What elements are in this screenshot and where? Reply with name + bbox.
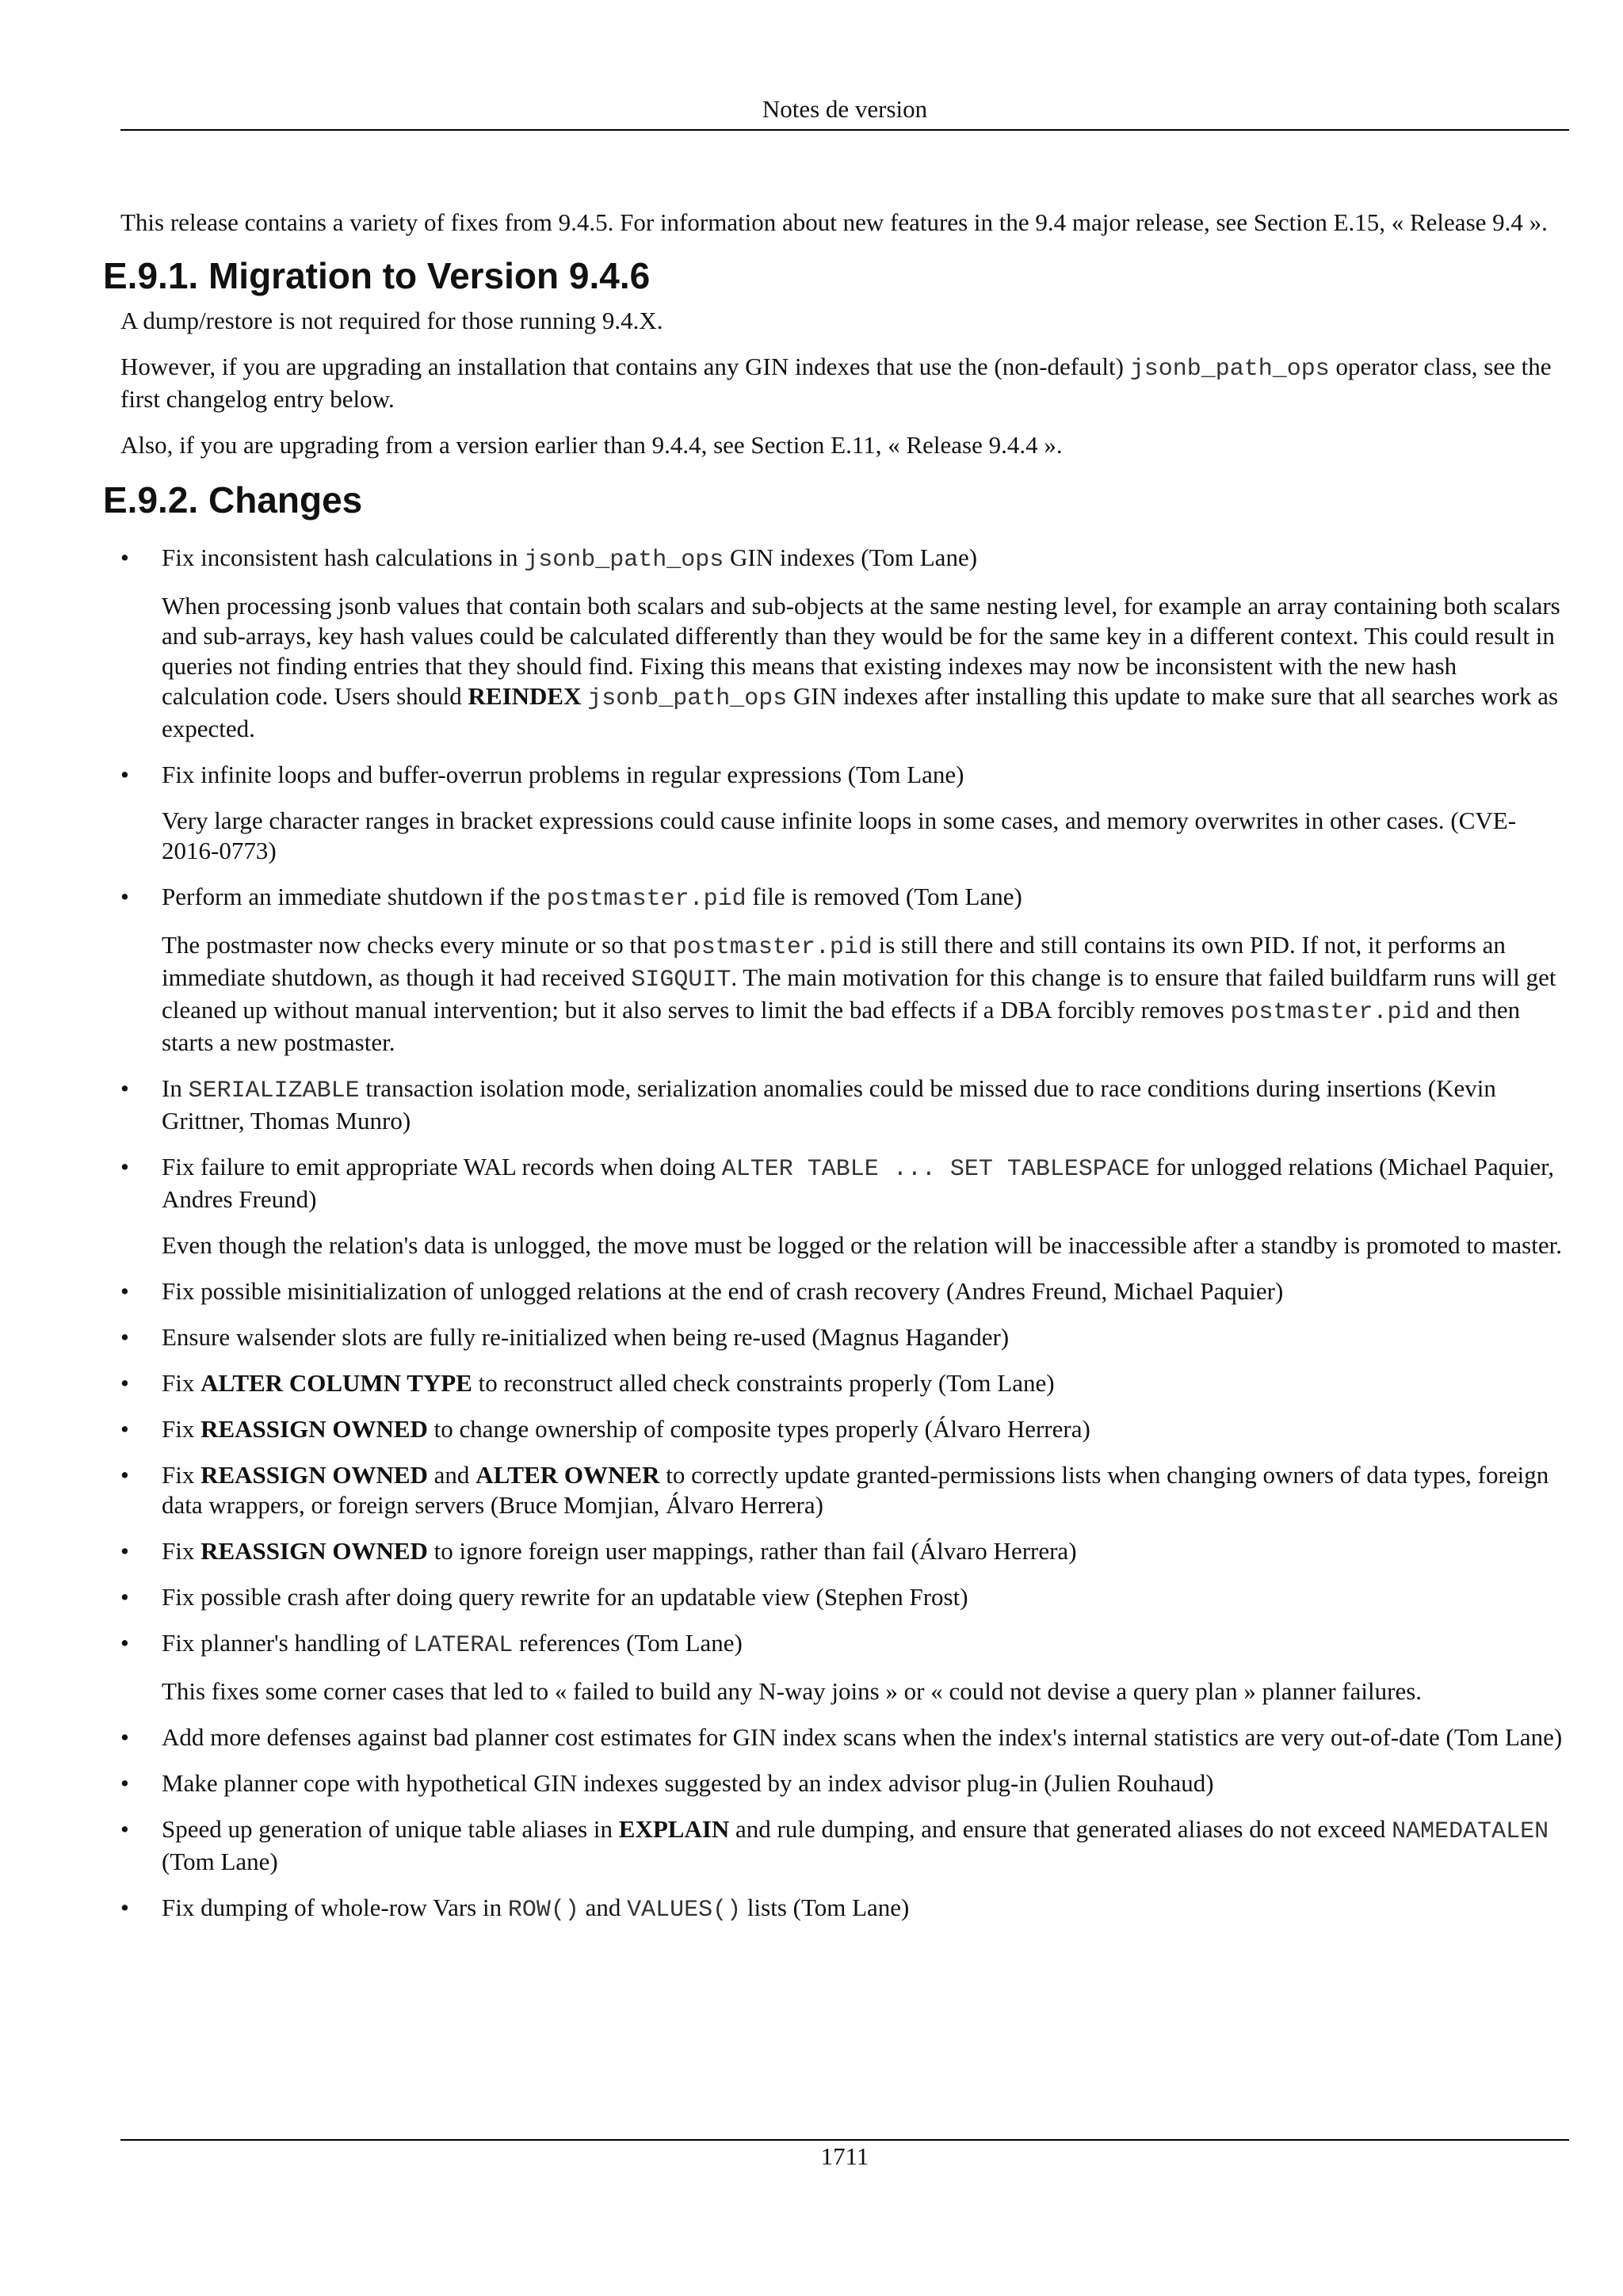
command-name: REASSIGN OWNED bbox=[200, 1537, 428, 1565]
change-detail: Even though the relation's data is unlogged, the move must be logged or the relation will be inaccessible after a standby is promoted to master. bbox=[162, 1231, 1562, 1259]
migration-paragraph-1: A dump/restore is not required for those running 9.4.X. bbox=[120, 307, 663, 334]
change-item bbox=[120, 1368, 1569, 1398]
change-summary bbox=[162, 1152, 1569, 1215]
change-detail: This fixes some corner cases that led to « failed to build any N-way joins » or « could not devise a query plan » planner failures. bbox=[162, 1677, 1423, 1705]
text: Fix bbox=[162, 1369, 201, 1397]
text: lists (Tom Lane) bbox=[741, 1894, 910, 1921]
text: and then starts a new postmaster. bbox=[162, 996, 1521, 1056]
change-summary bbox=[162, 882, 1569, 914]
header-rule bbox=[120, 129, 1569, 131]
change-summary: • Add more defenses against bad planner cost estimates for GIN index scans when the index's internal statistics are very out-of-date (Tom Lane) bbox=[162, 1723, 1563, 1751]
text: and bbox=[427, 1461, 476, 1489]
text: However, if you are upgrading an installation that contains any GIN indexes that use the (non-default) bbox=[120, 353, 1130, 380]
changes-heading: E.9.2. Changes bbox=[103, 479, 363, 521]
change-summary bbox=[162, 1628, 1569, 1661]
change-item bbox=[120, 1722, 1569, 1753]
inline-code: LATERAL bbox=[413, 1632, 514, 1659]
change-summary bbox=[162, 1074, 1569, 1136]
text: to ignore foreign user mappings, rather than fail (Álvaro Herrera) bbox=[427, 1537, 1077, 1565]
command-name: REINDEX bbox=[468, 682, 582, 710]
change-item bbox=[120, 1074, 1569, 1136]
change-summary bbox=[162, 1460, 1569, 1520]
inline-code: jsonb_path_ops bbox=[587, 685, 788, 712]
change-summary: • Fix possible misinitialization of unlogged relations at the end of crash recovery (Andres Freund, Michael Paquier) bbox=[162, 1277, 1284, 1305]
text: Fix inconsistent hash calculations in bbox=[162, 543, 525, 571]
inline-code: SIGQUIT bbox=[631, 967, 731, 994]
text: to change ownership of composite types properly (Álvaro Herrera) bbox=[427, 1415, 1090, 1443]
inline-code: jsonb_path_ops bbox=[524, 547, 724, 574]
text: Fix bbox=[162, 1415, 201, 1443]
change-item bbox=[120, 1582, 1569, 1612]
change-item bbox=[120, 543, 1569, 744]
change-summary bbox=[162, 1414, 1569, 1444]
text: file is removed (Tom Lane) bbox=[746, 883, 1022, 910]
inline-code: VALUES() bbox=[627, 1897, 742, 1924]
page-content bbox=[103, 208, 1569, 1941]
change-summary bbox=[162, 1536, 1569, 1566]
change-item bbox=[120, 1460, 1569, 1520]
migration-paragraph-2 bbox=[120, 352, 1569, 414]
change-summary: • Ensure walsender slots are fully re-initialized when being re-used (Magnus Hagander) bbox=[162, 1323, 1010, 1351]
change-detail bbox=[162, 930, 1569, 1058]
text: (Tom Lane) bbox=[162, 1848, 278, 1875]
inline-code: postmaster.pid bbox=[672, 934, 873, 961]
changes-list bbox=[120, 543, 1569, 1925]
change-item bbox=[120, 1152, 1569, 1261]
text: Speed up generation of unique table aliases in bbox=[162, 1815, 619, 1843]
running-header: Notes de version bbox=[762, 95, 928, 123]
text: Fix planner's handling of bbox=[162, 1629, 414, 1657]
change-item bbox=[120, 1322, 1569, 1352]
document-page bbox=[103, 0, 1569, 2296]
text: . The main motivation for this change is to ensure that failed buildfarm runs will get cleaned up without manual intervention; but it also serves to limit the bad effects if a DBA forcibly removes bbox=[162, 963, 1556, 1024]
change-summary bbox=[162, 1368, 1569, 1398]
text: GIN indexes after installing this update to make sure that all searches work as expected. bbox=[162, 682, 1559, 742]
change-summary bbox=[162, 1814, 1569, 1877]
text: GIN indexes (Tom Lane) bbox=[724, 543, 978, 571]
text: and bbox=[579, 1894, 628, 1921]
inline-code: postmaster.pid bbox=[546, 886, 747, 913]
text: Fix dumping of whole-row Vars in bbox=[162, 1894, 508, 1921]
change-detail: Very large character ranges in bracket expressions could cause infinite loops in some cases, and memory overwrites in other cases. (CVE-2016-0773) bbox=[162, 807, 1517, 864]
text: Fix bbox=[162, 1537, 201, 1565]
change-item bbox=[120, 1276, 1569, 1306]
change-item bbox=[120, 1814, 1569, 1877]
change-summary: • Fix infinite loops and buffer-overrun problems in regular expressions (Tom Lane) bbox=[162, 761, 964, 788]
change-summary bbox=[162, 543, 1569, 575]
text: operator class, see the first changelog entry below. bbox=[120, 353, 1552, 413]
text: Fix bbox=[162, 1461, 201, 1489]
change-item bbox=[120, 760, 1569, 866]
inline-code: SERIALIZABLE bbox=[188, 1077, 360, 1104]
inline-code: ROW() bbox=[507, 1897, 579, 1924]
text: transaction isolation mode, serialization anomalies could be missed due to race conditions during insertions (Kevin Grittner, Thomas Munro) bbox=[162, 1074, 1496, 1135]
change-summary bbox=[162, 1893, 1569, 1925]
text: Fix failure to emit appropriate WAL records when doing bbox=[162, 1153, 722, 1180]
change-item bbox=[120, 1628, 1569, 1707]
change-item bbox=[120, 1768, 1569, 1798]
text: to reconstruct alled check constraints properly (Tom Lane) bbox=[472, 1369, 1055, 1397]
inline-code: NAMEDATALEN bbox=[1392, 1818, 1549, 1845]
change-item bbox=[120, 882, 1569, 1058]
command-name: REASSIGN OWNED bbox=[200, 1461, 428, 1489]
inline-code: postmaster.pid bbox=[1230, 999, 1430, 1026]
command-name: EXPLAIN bbox=[618, 1815, 730, 1843]
text: is still there and still contains its own PID. If not, it performs an immediate shutdown, as though it had received bbox=[162, 931, 1506, 991]
text: When processing jsonb values that contain both scalars and sub-objects at the same nesting level, for example an array containing both scalars and sub-arrays, key hash values could be calculated differently than they would be for the same key in a different context. This could result in queries not finding entries that they should find. Fixing this means that existing indexes may now be inconsistent with the new hash calculation code. Users should bbox=[162, 592, 1560, 710]
change-item bbox=[120, 1893, 1569, 1925]
text: to correctly update granted-permissions lists when changing owners of data types, foreign data wrappers, or foreign servers (Bruce Momjian, Álvaro Herrera) bbox=[162, 1461, 1549, 1519]
inline-code: jsonb_path_ops bbox=[1129, 356, 1330, 383]
command-name: ALTER OWNER bbox=[475, 1461, 660, 1489]
page-number: 1711 bbox=[820, 2142, 869, 2170]
intro-paragraph: This release contains a variety of fixes from 9.4.5. For information about new features in the 9.4 major release, see Section E.15, « Release 9.4 ». bbox=[120, 208, 1548, 236]
text: references (Tom Lane) bbox=[513, 1629, 743, 1657]
change-item bbox=[120, 1414, 1569, 1444]
command-name: REASSIGN OWNED bbox=[200, 1415, 428, 1443]
change-detail bbox=[162, 591, 1569, 744]
text: In bbox=[162, 1074, 189, 1102]
text: Perform an immediate shutdown if the bbox=[162, 883, 547, 910]
inline-code: ALTER TABLE ... SET TABLESPACE bbox=[721, 1156, 1150, 1183]
text: The postmaster now checks every minute or so that bbox=[162, 931, 673, 959]
migration-heading: E.9.1. Migration to Version 9.4.6 bbox=[103, 255, 651, 296]
text: for unlogged relations (Michael Paquier, Andres Freund) bbox=[162, 1153, 1554, 1213]
migration-paragraph-3: Also, if you are upgrading from a version earlier than 9.4.4, see Section E.11, « Release 9.4.4 ». bbox=[120, 431, 1063, 459]
text: and rule dumping, and ensure that generated aliases do not exceed bbox=[729, 1815, 1392, 1843]
change-summary: • Make planner cope with hypothetical GIN indexes suggested by an index advisor plug-in (Julien Rouhaud) bbox=[162, 1769, 1214, 1797]
change-summary: • Fix possible crash after doing query rewrite for an updatable view (Stephen Frost) bbox=[162, 1583, 968, 1611]
command-name: ALTER COLUMN TYPE bbox=[200, 1369, 472, 1397]
change-item bbox=[120, 1536, 1569, 1566]
